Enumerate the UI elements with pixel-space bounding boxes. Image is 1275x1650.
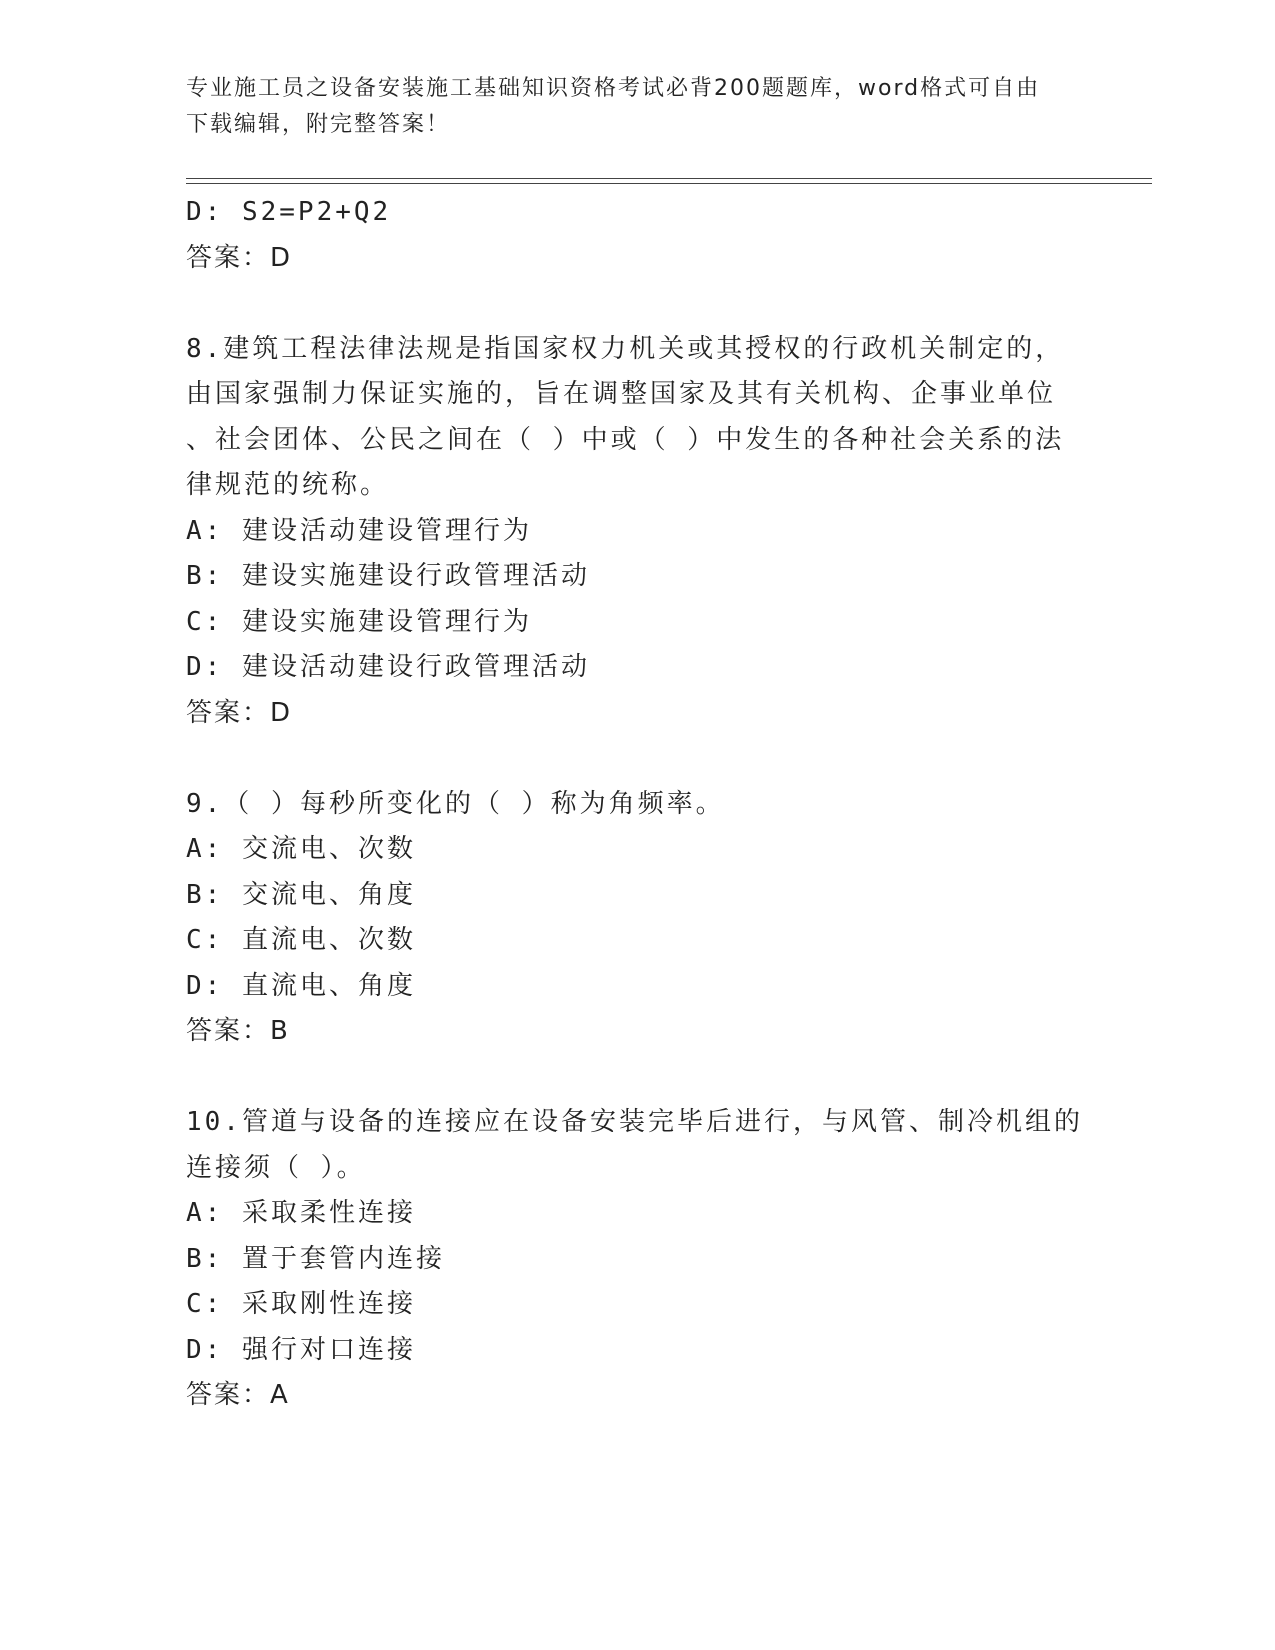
answer: 答案：D [186, 697, 293, 728]
option-c: C: 采取刚性连接 [186, 1289, 416, 1319]
answer: 答案：D [186, 242, 293, 273]
question-stem-line: 连接须（ ）。 [186, 1152, 366, 1183]
spacer [186, 281, 1106, 327]
question-stem-line: 10.管道与设备的连接应在设备安装完毕后进行，与风管、制冷机组的 [186, 1107, 1083, 1137]
option-d: D: 建设活动建设行政管理活动 [186, 652, 590, 682]
prev-question-tail [186, 190, 1106, 281]
header-divider-top [186, 178, 1152, 179]
spacer [186, 736, 1106, 782]
question-stem-line: 由国家强制力保证实施的，旨在调整国家及其有关机构、企事业单位 [186, 379, 1057, 409]
question-stem-line: 律规范的统称。 [186, 470, 390, 500]
spacer [186, 1055, 1106, 1101]
option-d: D: 直流电、角度 [186, 970, 416, 1001]
option-d: D: S2=P2+Q2 [186, 197, 392, 227]
question-8 [186, 327, 1106, 737]
answer: 答案：B [186, 1016, 290, 1046]
question-10 [186, 1100, 1106, 1419]
document-header [186, 71, 1086, 143]
option-d: D: 强行对口连接 [186, 1334, 416, 1365]
option-b: B: 交流电、角度 [186, 879, 416, 910]
question-stem-line: 9.（ ）每秒所变化的（ ）称为角频率。 [186, 788, 725, 819]
option-b: B: 建设实施建设行政管理活动 [186, 561, 590, 591]
header-divider-bottom [186, 183, 1152, 184]
answer: 答案：A [186, 1380, 290, 1410]
option-b: B: 置于套管内连接 [186, 1243, 445, 1274]
option-a: A: 交流电、次数 [186, 834, 416, 864]
question-stem-line: 8.建筑工程法律法规是指国家权力机关或其授权的行政机关制定的， [186, 333, 1065, 364]
question-content [186, 190, 1106, 1419]
header-line-1: 专业施工员之设备安装施工基础知识资格考试必背200题题库，word格式可自由 [186, 76, 1041, 101]
option-c: C: 直流电、次数 [186, 925, 416, 955]
option-c: C: 建设实施建设管理行为 [186, 606, 532, 637]
question-stem-line: 、社会团体、公民之间在（ ）中或（ ）中发生的各种社会关系的法 [186, 424, 1065, 455]
option-a: A: 采取柔性连接 [186, 1198, 416, 1228]
header-line-2: 下载编辑，附完整答案！ [186, 112, 451, 137]
option-a: A: 建设活动建设管理行为 [186, 515, 532, 546]
question-9 [186, 782, 1106, 1055]
